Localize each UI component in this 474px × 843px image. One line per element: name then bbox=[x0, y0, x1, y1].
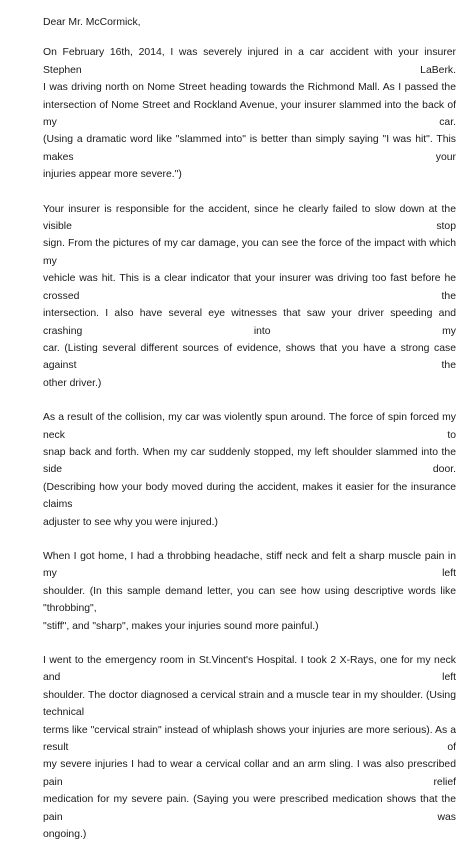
paragraph-line: sign. From the pictures of my car damage, you can see the force of the impact with which my bbox=[43, 238, 456, 267]
paragraph-treatment bbox=[43, 652, 456, 843]
paragraph-line: "stiff", and "sharp", makes your injuries sound more painful.) bbox=[43, 620, 319, 632]
paragraph-symptoms bbox=[43, 548, 456, 635]
paragraph-line: other driver.) bbox=[43, 377, 102, 389]
paragraph-line: On February 16th, 2014, I was severely injured in a car accident with your insurer Stephen LaBerk. bbox=[43, 47, 456, 76]
paragraph-accident-description bbox=[43, 44, 456, 183]
paragraph-line: medication for my severe pain. (Saying you were prescribed medication shows that the pain was bbox=[43, 794, 456, 823]
paragraph-line: When I got home, I had a throbbing headache, stiff neck and felt a sharp muscle pain in my left bbox=[43, 550, 456, 580]
paragraph-line: intersection. I also have several eye witnesses that saw your driver speeding and crashing into my bbox=[43, 308, 456, 337]
paragraph-line: intersection of Nome Street and Rockland Avenue, your insurer slammed into the back of my car. bbox=[43, 99, 456, 129]
paragraph-line: (Using a dramatic word like "slammed into" is better than simply saying "I was hit". This makes your bbox=[43, 134, 456, 163]
paragraph-line: injuries appear more severe.") bbox=[43, 169, 182, 181]
paragraph-line: (Describing how your body moved during the accident, makes it easier for the insurance claims bbox=[43, 481, 456, 511]
salutation: Dear Mr. McCormick, bbox=[43, 17, 141, 28]
paragraph-line: terms like "cervical strain" instead of whiplash shows your injuries are more serious). As a result of bbox=[43, 724, 456, 754]
paragraph-line: adjuster to see why you were injured.) bbox=[43, 516, 218, 528]
paragraph-line: ongoing.) bbox=[43, 829, 87, 841]
paragraph-line: my severe injuries I had to wear a cervical collar and an arm sling. I was also prescribed pain relief bbox=[43, 759, 456, 788]
paragraph-liability bbox=[43, 201, 456, 392]
paragraph-collision bbox=[43, 409, 456, 531]
paragraph-line: I was driving north on Nome Street heading towards the Richmond Mall. As I passed the bbox=[43, 82, 456, 94]
paragraph-line: snap back and forth. When my car suddenly stopped, my left shoulder slammed into the side door. bbox=[43, 446, 456, 476]
paragraph-line: Your insurer is responsible for the accident, since he clearly failed to slow down at the visible stop bbox=[43, 203, 456, 233]
paragraph-line: I went to the emergency room in St.Vincent's Hospital. I took 2 X-Rays, one for my neck and left bbox=[43, 655, 456, 684]
paragraph-line: car. (Listing several different sources of evidence, shows that you have a strong case against the bbox=[43, 342, 456, 372]
paragraph-line: shoulder. The doctor diagnosed a cervical strain and a muscle tear in my shoulder. (Using technical bbox=[43, 689, 456, 719]
paragraph-line: As a result of the collision, my car was violently spun around. The force of spin forced my neck to bbox=[43, 412, 456, 441]
paragraph-line: vehicle was hit. This is a clear indicator that your insurer was driving too fast before he crossed the bbox=[43, 273, 456, 302]
paragraph-line: shoulder. (In this sample demand letter, you can see how using descriptive words like "throbbing", bbox=[43, 585, 456, 615]
